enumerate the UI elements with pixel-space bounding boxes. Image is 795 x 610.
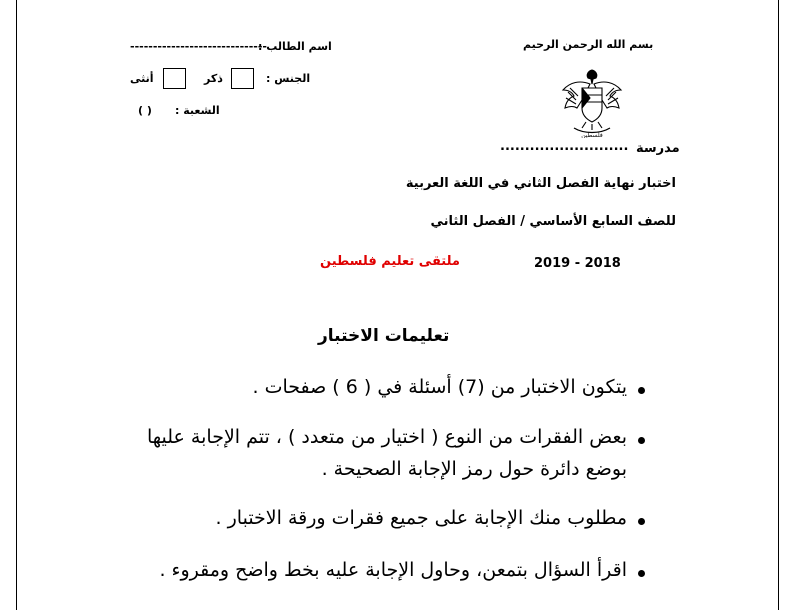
student-name-label: اسم الطالب : bbox=[258, 40, 332, 53]
instruction-item-1: يتكون الاختبار من (7) أسئلة في ( 6 ) صفحات . bbox=[252, 376, 627, 398]
basmala: بسم الله الرحمن الرحيم bbox=[523, 38, 654, 51]
bullet-1 bbox=[638, 387, 645, 394]
palestine-eagle-emblem-icon bbox=[560, 66, 624, 138]
exam-year: 2019 - 2018 bbox=[534, 256, 621, 271]
publisher-name: ملتقى تعليم فلسطين bbox=[320, 254, 460, 269]
section-label: الشعبة : bbox=[175, 104, 220, 117]
school-label: مدرسة bbox=[636, 141, 680, 156]
student-name-blank[interactable]: ------------------------------ bbox=[130, 40, 267, 53]
male-checkbox[interactable] bbox=[231, 68, 254, 89]
female-label: أنثى bbox=[130, 72, 154, 85]
svg-text:فلسطين: فلسطين bbox=[581, 132, 603, 138]
bullet-3 bbox=[638, 518, 645, 525]
page-border-left bbox=[16, 0, 17, 610]
page-border-right bbox=[778, 0, 779, 610]
bullet-4 bbox=[638, 570, 645, 577]
exam-title: اختبار نهاية الفصل الثاني في اللغة العربية bbox=[405, 176, 676, 191]
instruction-item-3: مطلوب منك الإجابة على جميع فقرات ورقة الاختبار . bbox=[215, 507, 627, 529]
instruction-item-2: بعض الفقرات من النوع ( اختيار من متعدد ) ، تتم الإجابة عليها bbox=[146, 426, 627, 448]
instruction-item-4: اقرأ السؤال بتمعن، وحاول الإجابة عليه بخط واضح ومقروء . bbox=[159, 559, 627, 581]
instruction-item-2-continued: بوضع دائرة حول رمز الإجابة الصحيحة . bbox=[321, 458, 627, 480]
female-checkbox[interactable] bbox=[163, 68, 186, 89]
section-value[interactable]: ( ) bbox=[138, 104, 152, 117]
gender-label: الجنس : bbox=[266, 72, 311, 85]
bullet-2 bbox=[638, 437, 645, 444]
male-label: ذكر bbox=[204, 72, 223, 85]
instructions-title: تعليمات الاختبار bbox=[318, 326, 450, 346]
grade-line: للصف السابع الأساسي / الفصل الثاني bbox=[430, 214, 676, 229]
school-blank[interactable]: .......................... bbox=[500, 139, 629, 154]
